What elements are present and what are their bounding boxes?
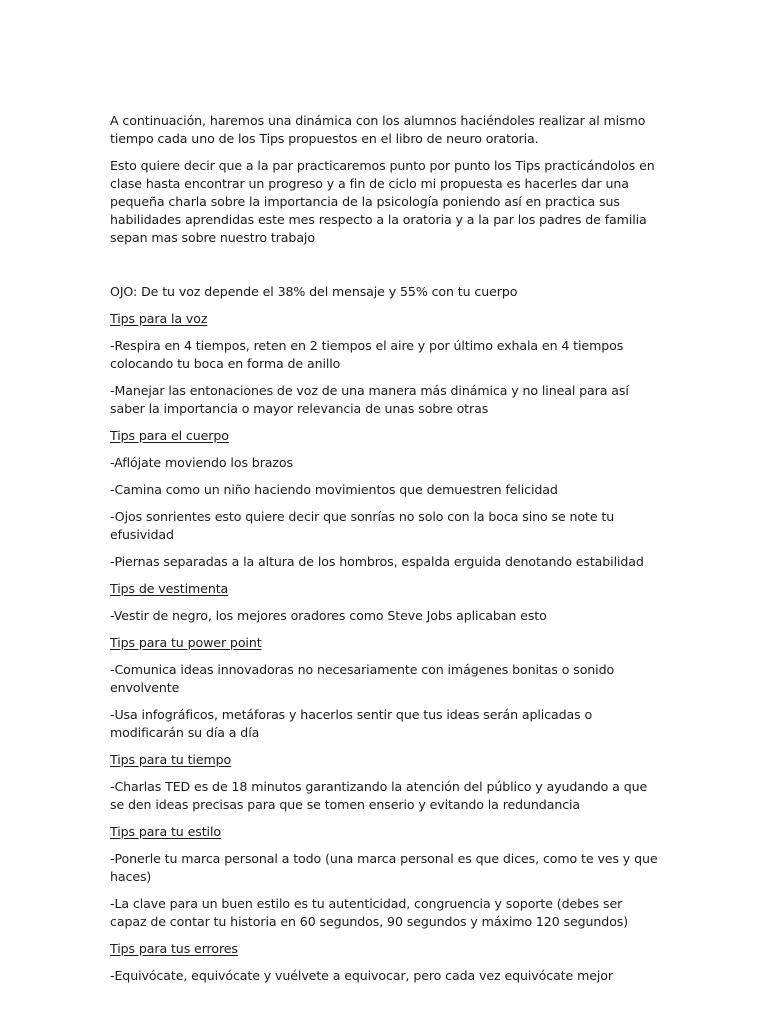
document-body: [110, 112, 662, 994]
section-heading-errores: Tips para tus errores: [110, 941, 238, 956]
tip-item: -Vestir de negro, los mejores oradores como Steve Jobs aplicaban esto: [110, 608, 547, 623]
section-heading-power-point: Tips para tu power point: [110, 635, 262, 650]
tip-item: -La clave para un buen estilo es tu autenticidad, congruencia y soporte (debes ser capaz de contar tu historia en 60 segundos, 90 segundos y máximo 120 segundos): [110, 896, 629, 929]
tip-item: -Comunica ideas innovadoras no necesariamente con imágenes bonitas o sonido envolvente: [110, 662, 615, 695]
ojo-note: OJO: De tu voz depende el 38% del mensaje y 55% con tu cuerpo: [110, 284, 518, 299]
section-heading-vestimenta: Tips de vestimenta: [110, 581, 229, 596]
tip-item: -Ojos sonrientes esto quiere decir que sonrías no solo con la boca sino se note tu efusividad: [110, 509, 615, 542]
tip-item: -Ponerle tu marca personal a todo (una marca personal es que dices, como te ves y que haces): [110, 851, 658, 884]
tip-item: -Piernas separadas a la altura de los hombros, espalda erguida denotando estabilidad: [110, 554, 644, 569]
tip-item: -Aflójate moviendo los brazos: [110, 455, 293, 470]
tip-item: -Charlas TED es de 18 minutos garantizando la atención del público y ayudando a que se den ideas precisas para que se tomen enserio y evitando la redundancia: [110, 779, 648, 812]
tip-item: -Equivócate, equivócate y vuélvete a equivocar, pero cada vez equivócate mejor: [110, 968, 613, 983]
section-heading-estilo: Tips para tu estilo: [110, 824, 221, 839]
intro-paragraph-2: Esto quiere decir que a la par practicaremos punto por punto los Tips practicándolos en clase hasta encontrar un progreso y a fin de ciclo mi propuesta es hacerles dar una pequeña charla sobre la importancia de la psicología poniendo así en practica sus habilidades aprendidas este mes respecto a la oratoria y a la par los padres de familia sepan mas sobre nuestro trabajo: [110, 158, 655, 245]
tip-item: -Respira en 4 tiempos, reten en 2 tiempos el aire y por último exhala en 4 tiempos colocando tu boca en forma de anillo: [110, 338, 624, 371]
intro-paragraph-1: A continuación, haremos una dinámica con los alumnos haciéndoles realizar al mismo tiempo cada uno de los Tips propuestos en el libro de neuro oratoria.: [110, 113, 646, 146]
tip-item: -Camina como un niño haciendo movimientos que demuestren felicidad: [110, 482, 558, 497]
section-heading-tiempo: Tips para tu tiempo: [110, 752, 232, 767]
blank-line: [110, 256, 662, 283]
section-heading-voz: Tips para la voz: [110, 311, 208, 326]
section-heading-cuerpo: Tips para el cuerpo: [110, 428, 229, 443]
tip-item: -Manejar las entonaciones de voz de una manera más dinámica y no lineal para así saber la importancia o mayor relevancia de unas sobre otras: [110, 383, 629, 416]
tip-item: -Usa infográficos, metáforas y hacerlos sentir que tus ideas serán aplicadas o modificarán su día a día: [110, 707, 593, 740]
